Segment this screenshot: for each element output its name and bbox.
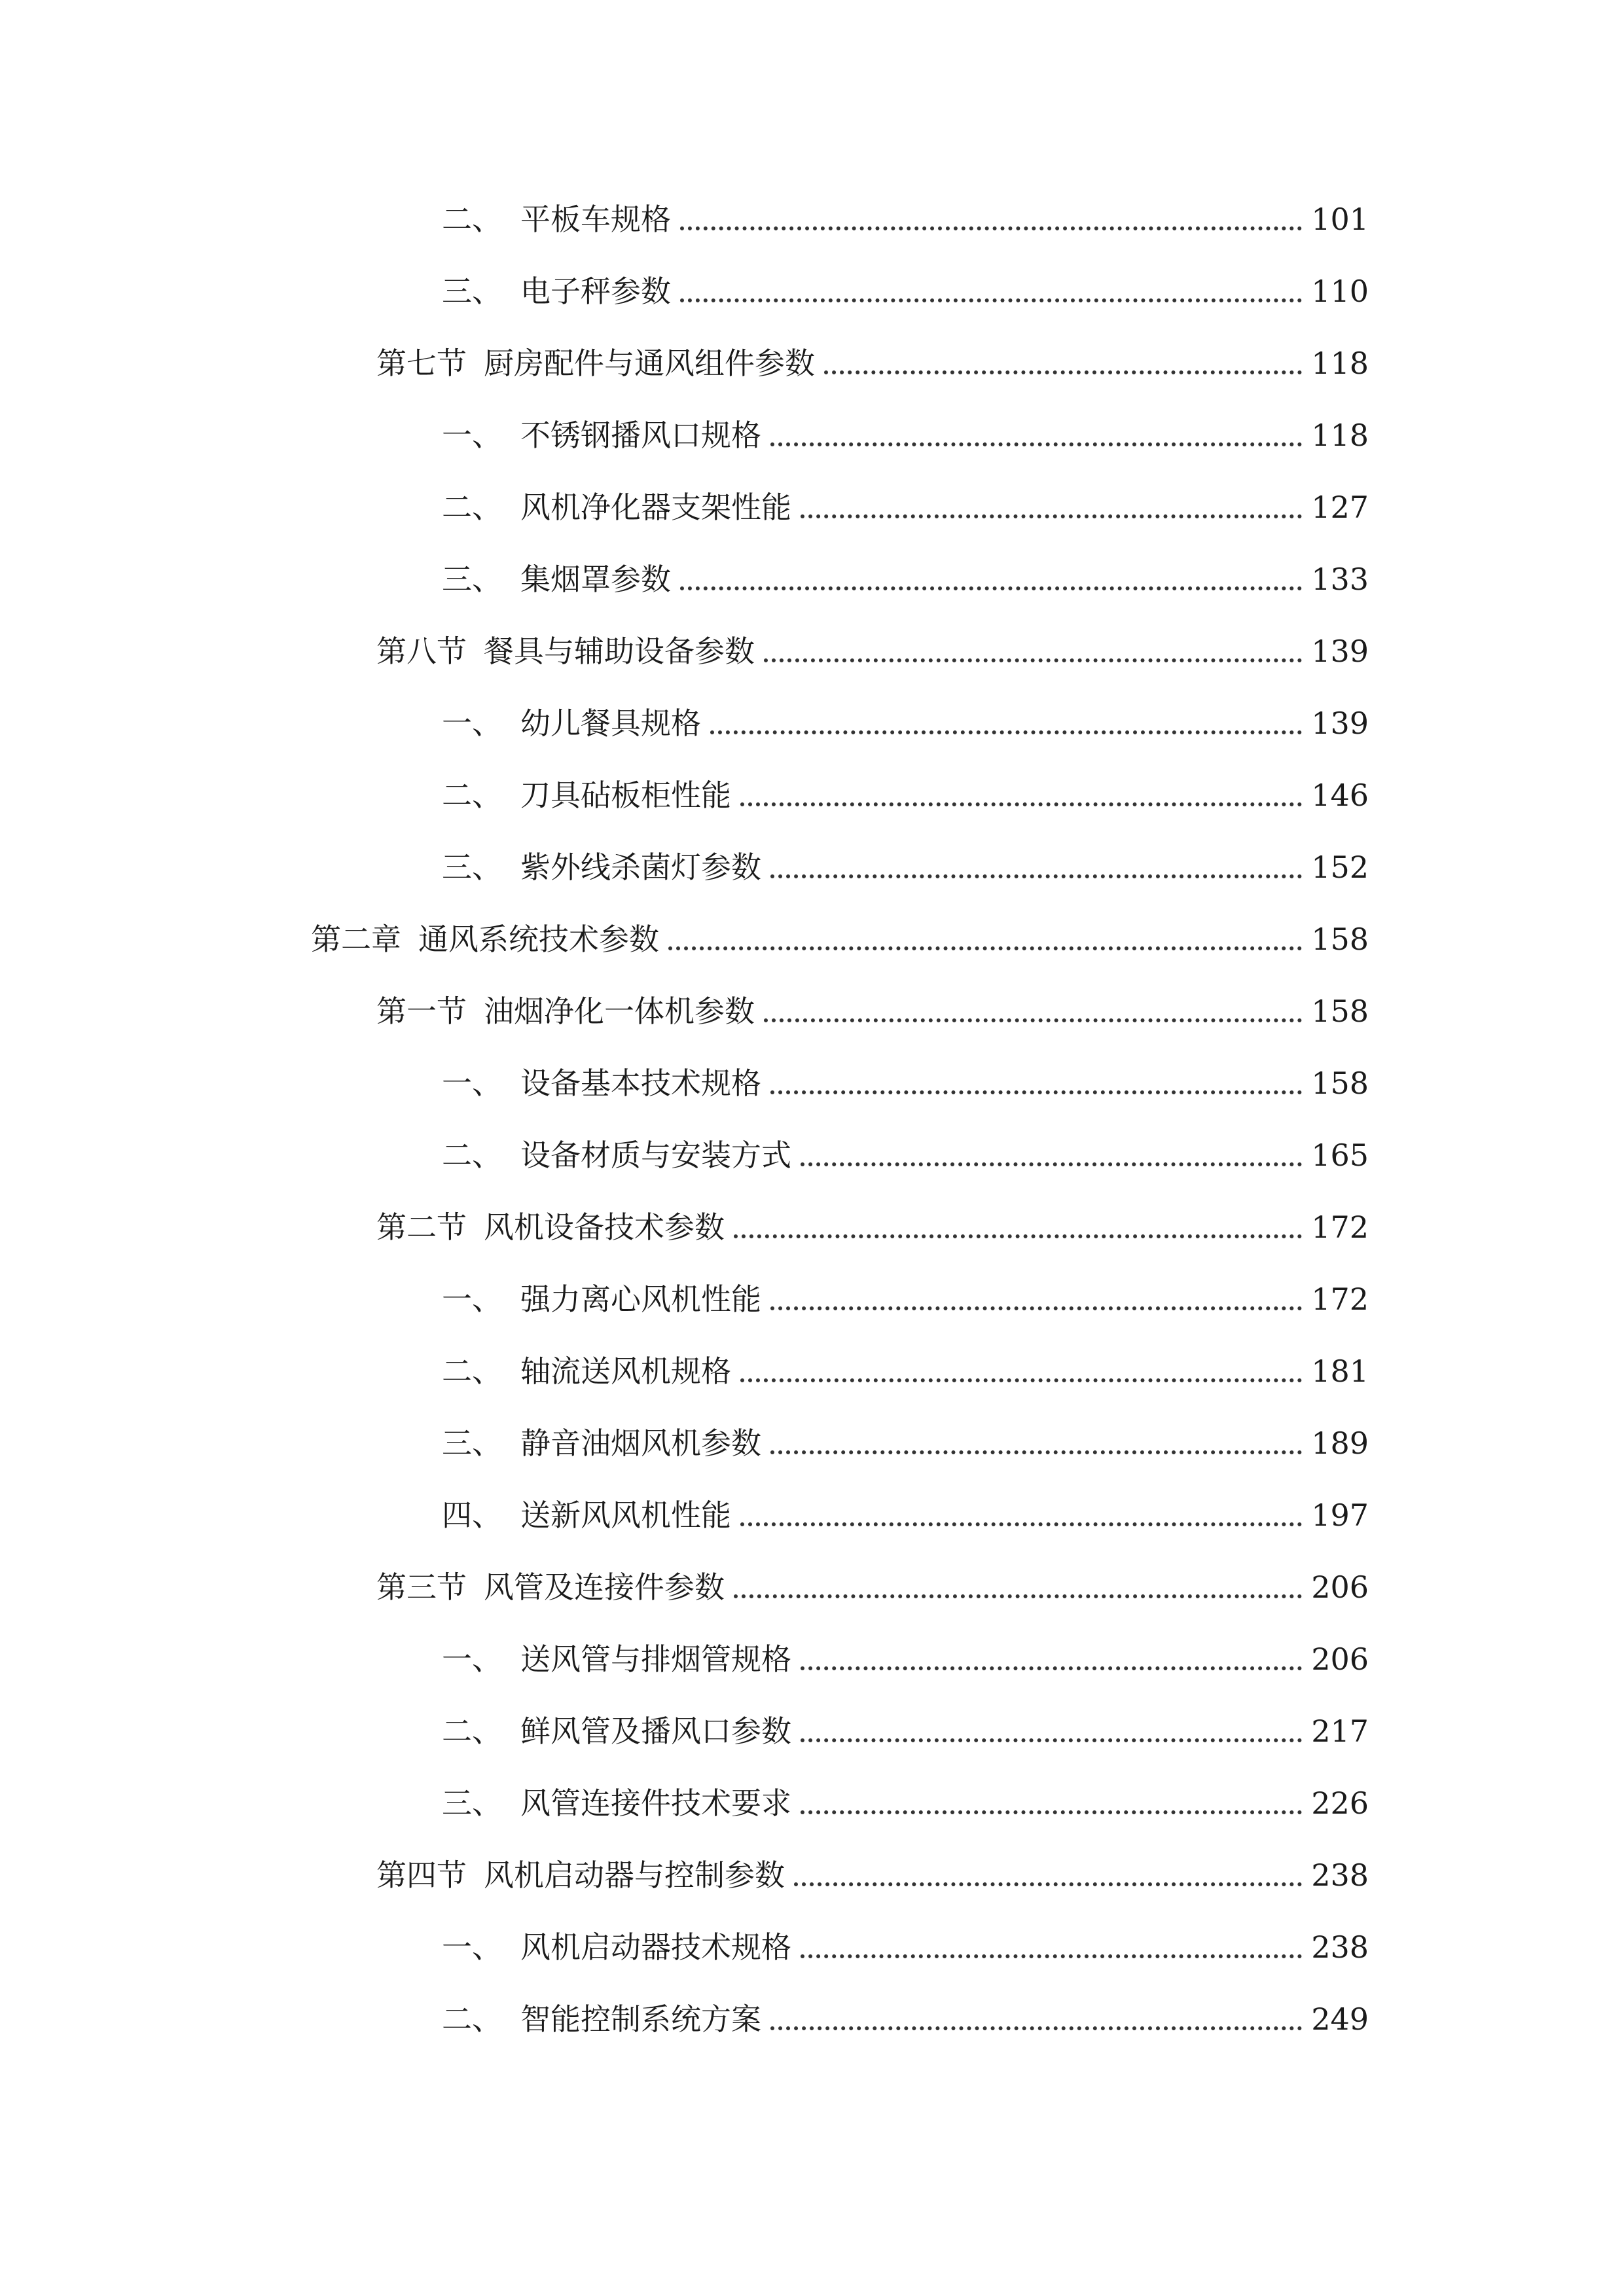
dot-leader	[801, 1954, 1302, 1958]
dot-leader	[764, 658, 1302, 662]
dot-leader	[824, 370, 1302, 374]
toc-entry-page: 238	[1311, 1929, 1369, 1965]
toc-entry-title: 油烟净化一体机参数	[484, 994, 755, 1029]
toc-entry-page: 172	[1311, 1210, 1369, 1245]
toc-entry[interactable]	[442, 1348, 1369, 1394]
toc-entry[interactable]	[442, 556, 1369, 602]
toc-entry[interactable]	[442, 1420, 1369, 1466]
toc-entry[interactable]	[442, 1492, 1369, 1538]
toc-entry-number: 第四节	[376, 1857, 467, 1893]
toc-entry-page: 152	[1311, 850, 1369, 885]
toc-entry-page: 139	[1311, 706, 1369, 741]
dot-leader	[770, 1090, 1302, 1094]
toc-entry[interactable]	[442, 1132, 1369, 1178]
toc-entry[interactable]	[442, 1780, 1369, 1826]
toc-entry-title: 轴流送风机规格	[520, 1354, 731, 1389]
toc-entry-title: 集烟罩参数	[520, 562, 671, 597]
dot-leader	[740, 802, 1302, 806]
toc-entry-number: 二、	[442, 490, 502, 525]
dot-leader	[770, 1306, 1302, 1310]
toc-entry-page: 158	[1311, 922, 1369, 957]
toc-entry-number: 三、	[442, 1426, 502, 1461]
toc-entry-title: 风机设备技术参数	[484, 1210, 725, 1245]
toc-entry-title: 厨房配件与通风组件参数	[484, 346, 815, 381]
toc-entry-number: 二、	[442, 1713, 502, 1749]
toc-entry-number: 一、	[442, 1282, 502, 1317]
dot-leader	[710, 730, 1302, 734]
toc-entry[interactable]	[376, 628, 1369, 674]
toc-entry[interactable]	[442, 412, 1369, 458]
dot-leader	[740, 1522, 1302, 1526]
dot-leader	[770, 442, 1302, 446]
toc-entry-title: 静音油烟风机参数	[520, 1426, 761, 1461]
toc-entry-title: 餐具与辅助设备参数	[484, 634, 755, 669]
toc-entry-page: 226	[1311, 1785, 1369, 1821]
toc-entry-title: 风机启动器技术规格	[520, 1929, 791, 1965]
toc-entry-title: 紫外线杀菌灯参数	[520, 850, 761, 885]
toc-entry-title: 设备材质与安装方式	[520, 1138, 791, 1173]
toc-entry-title: 智能控制系统方案	[520, 2001, 761, 2037]
toc-entry-number: 一、	[442, 418, 502, 453]
toc-entry[interactable]	[442, 1924, 1369, 1970]
toc-entry-page: 110	[1311, 274, 1369, 309]
toc-entry-title: 风机启动器与控制参数	[484, 1857, 785, 1893]
toc-entry-page: 133	[1311, 562, 1369, 597]
toc-entry-page: 127	[1311, 490, 1369, 525]
toc-entry-page: 158	[1311, 994, 1369, 1029]
toc-entry-page: 118	[1311, 418, 1369, 453]
toc-entry[interactable]	[376, 340, 1369, 386]
toc-entry-number: 二、	[442, 778, 502, 813]
toc-entry[interactable]	[311, 916, 1369, 962]
toc-entry-page: 238	[1311, 1857, 1369, 1893]
toc-entry-page: 139	[1311, 634, 1369, 669]
dot-leader	[668, 946, 1302, 950]
dot-leader	[740, 1378, 1302, 1382]
toc-entry-page: 181	[1311, 1354, 1369, 1389]
toc-entry[interactable]	[442, 1636, 1369, 1682]
toc-entry[interactable]	[376, 1852, 1369, 1898]
toc-entry-page: 197	[1311, 1498, 1369, 1533]
toc-entry[interactable]	[442, 772, 1369, 818]
toc-entry-title: 电子秤参数	[520, 274, 671, 309]
toc-entry-page: 118	[1311, 346, 1369, 381]
toc-entry-title: 强力离心风机性能	[520, 1282, 761, 1317]
dot-leader	[734, 1234, 1302, 1238]
toc-entry[interactable]	[442, 484, 1369, 530]
dot-leader	[680, 586, 1302, 590]
toc-entry-number: 二、	[442, 202, 502, 237]
toc-entry-number: 三、	[442, 1785, 502, 1821]
toc-entry-title: 通风系统技术参数	[418, 922, 659, 957]
toc-entry-number: 第一节	[376, 994, 467, 1029]
toc-entry-page: 206	[1311, 1641, 1369, 1677]
toc-entry-page: 146	[1311, 778, 1369, 813]
dot-leader	[801, 1810, 1302, 1814]
toc-entry[interactable]	[442, 268, 1369, 314]
toc-entry[interactable]	[442, 1996, 1369, 2042]
dot-leader	[770, 1450, 1302, 1454]
toc-entry-page: 249	[1311, 2001, 1369, 2037]
dot-leader	[801, 1666, 1302, 1670]
toc-entry[interactable]	[376, 988, 1369, 1034]
toc-entry-title: 风管连接件技术要求	[520, 1785, 791, 1821]
dot-leader	[801, 1162, 1302, 1166]
toc-entry-title: 鲜风管及播风口参数	[520, 1713, 791, 1749]
dot-leader	[770, 874, 1302, 878]
toc-entry-number: 一、	[442, 1641, 502, 1677]
toc-entry-title: 设备基本技术规格	[520, 1066, 761, 1101]
toc-entry-number: 四、	[442, 1498, 502, 1533]
toc-entry-title: 送风管与排烟管规格	[520, 1641, 791, 1677]
toc-entry[interactable]	[442, 700, 1369, 746]
toc-entry-number: 二、	[442, 1354, 502, 1389]
toc-entry[interactable]	[376, 1204, 1369, 1250]
toc-entry-page: 172	[1311, 1282, 1369, 1317]
toc-entry[interactable]	[442, 1708, 1369, 1754]
toc-entry-number: 三、	[442, 274, 502, 309]
toc-entry-number: 一、	[442, 1066, 502, 1101]
dot-leader	[801, 514, 1302, 518]
toc-entry-number: 第七节	[376, 346, 467, 381]
toc-entry-page: 206	[1311, 1570, 1369, 1605]
toc-entry-title: 刀具砧板柜性能	[520, 778, 731, 813]
toc-entry-page: 217	[1311, 1713, 1369, 1749]
toc-entry-title: 平板车规格	[520, 202, 671, 237]
toc-entry-number: 一、	[442, 1929, 502, 1965]
toc-entry-number: 二、	[442, 2001, 502, 2037]
dot-leader	[794, 1882, 1302, 1886]
dot-leader	[680, 298, 1302, 302]
toc-entry[interactable]	[376, 1564, 1369, 1610]
toc-entry-title: 风管及连接件参数	[484, 1570, 725, 1605]
toc-entry-title: 幼儿餐具规格	[520, 706, 701, 741]
toc-entry-page: 189	[1311, 1426, 1369, 1461]
toc-entry-page: 158	[1311, 1066, 1369, 1101]
toc-entry-number: 三、	[442, 562, 502, 597]
toc-entry[interactable]	[442, 1276, 1369, 1322]
toc-entry-number: 第二节	[376, 1210, 467, 1245]
toc-entry-title: 送新风风机性能	[520, 1498, 731, 1533]
toc-entry[interactable]	[442, 1060, 1369, 1106]
dot-leader	[734, 1594, 1302, 1598]
toc-entry-number: 第二章	[311, 922, 401, 957]
dot-leader	[770, 2026, 1302, 2030]
toc-entry-title: 风机净化器支架性能	[520, 490, 791, 525]
toc-entry-number: 第八节	[376, 634, 467, 669]
toc-entry-page: 165	[1311, 1138, 1369, 1173]
toc-entry-number: 第三节	[376, 1570, 467, 1605]
toc-entry-page: 101	[1311, 202, 1369, 237]
dot-leader	[801, 1738, 1302, 1742]
toc-entry-number: 三、	[442, 850, 502, 885]
toc-entry[interactable]	[442, 196, 1369, 242]
dot-leader	[680, 226, 1302, 230]
toc-entry-title: 不锈钢播风口规格	[520, 418, 761, 453]
dot-leader	[764, 1018, 1302, 1022]
toc-entry[interactable]	[442, 844, 1369, 890]
toc-entry-number: 一、	[442, 706, 502, 741]
toc-entry-number: 二、	[442, 1138, 502, 1173]
